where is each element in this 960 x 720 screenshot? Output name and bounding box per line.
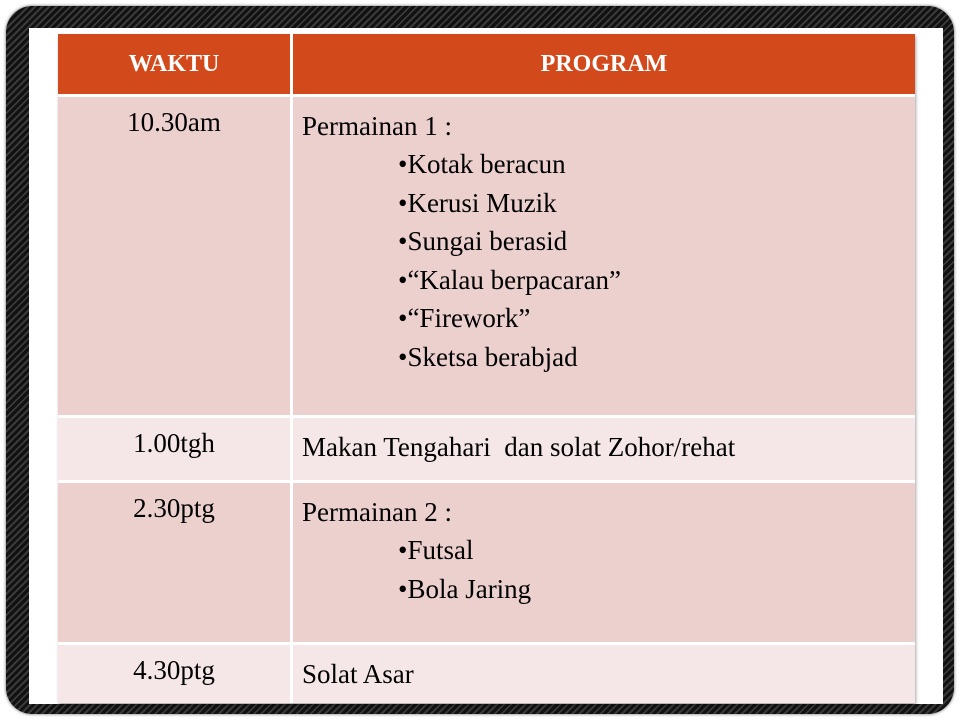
table-row (58, 96, 915, 417)
table-row (58, 417, 915, 482)
time-cell: 2.30ptg (58, 482, 292, 644)
slide-canvas (29, 28, 943, 704)
time-cell: 1.00tgh (58, 417, 292, 482)
program-cell (292, 417, 916, 482)
program-cell (292, 644, 916, 704)
list-item: • Sungai berasid (398, 222, 915, 261)
program-title: Permainan 1 : (302, 111, 452, 141)
program-title: Permainan 2 : (302, 497, 452, 527)
schedule-table (58, 34, 915, 703)
header-time: WAKTU (58, 34, 292, 96)
program-title: Makan Tengahari dan solat Zohor/rehat (302, 432, 736, 462)
program-title: Solat Asar (302, 659, 414, 689)
list-item: • “Kalau berpacaran” (398, 261, 915, 300)
table-row (58, 482, 915, 644)
program-cell (292, 96, 916, 417)
list-item: • Sketsa berabjad (398, 338, 915, 377)
program-list (302, 145, 915, 376)
table-row (58, 644, 915, 704)
time-cell: 10.30am (58, 96, 292, 417)
program-cell (292, 482, 916, 644)
list-item: • “Firework” (398, 299, 915, 338)
header-program: PROGRAM (292, 34, 916, 96)
list-item: • Kotak beracun (398, 145, 915, 184)
slide-frame (6, 6, 954, 714)
list-item: • Futsal (398, 531, 915, 570)
time-cell: 4.30ptg (58, 644, 292, 704)
list-item: • Kerusi Muzik (398, 184, 915, 223)
list-item: • Bola Jaring (398, 570, 915, 609)
table-header-row (58, 34, 915, 96)
program-list (302, 531, 915, 608)
